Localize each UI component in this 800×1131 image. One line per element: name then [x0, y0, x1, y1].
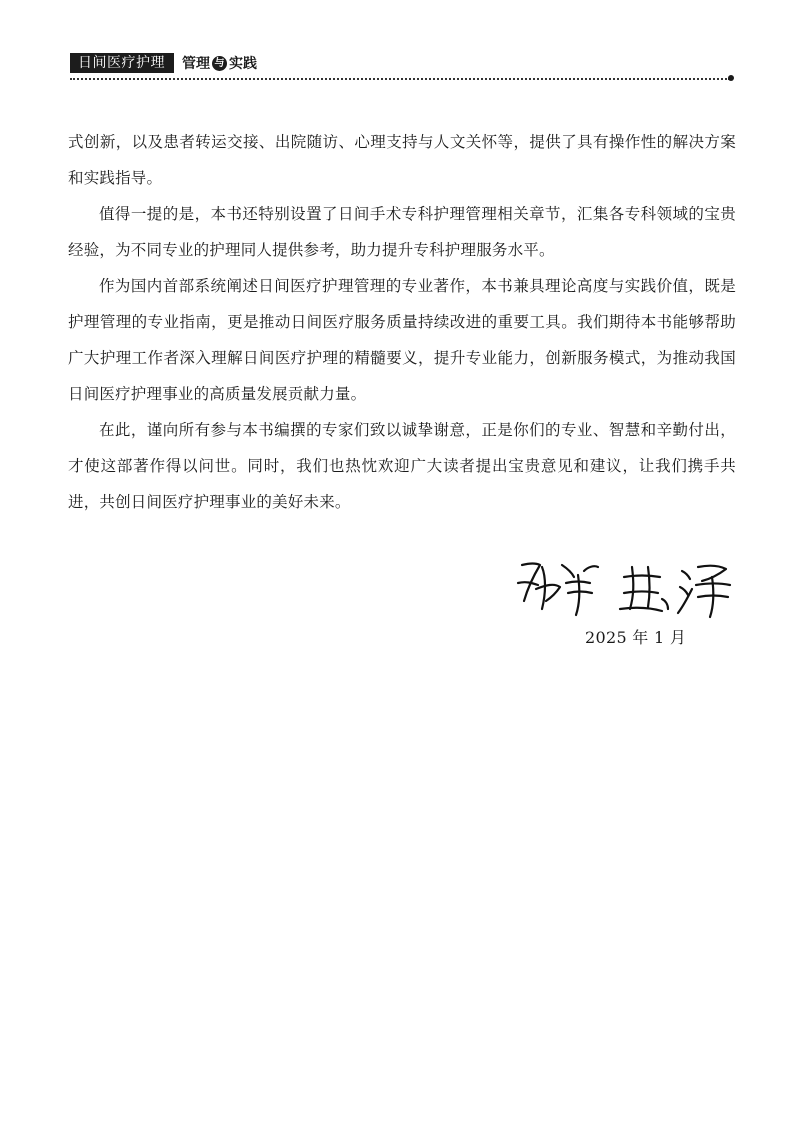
subtitle-left: 管理: [182, 56, 210, 72]
paragraph-continued: 式创新，以及患者转运交接、出院随访、心理支持与人文关怀等，提供了具有操作性的解决方案和实践指导。: [68, 133, 736, 187]
book-title-label: 日间医疗护理: [70, 53, 174, 73]
paragraph: 作为国内首部系统阐述日间医疗护理管理的专业著作，本书兼具理论高度与实践价值，既是护理管理的专业指南，更是推动日间医疗服务质量持续改进的重要工具。我们期待本书能够帮助广大护理工作者深入理解日间医疗护理的精髓要义，提升专业能力，创新服务模式，为推动我国日间医疗护理事业的高质量发展贡献力量。: [68, 277, 736, 403]
signature-date: 2025 年 1 月: [585, 628, 687, 647]
running-header: [70, 52, 257, 74]
handwritten-signature: [512, 553, 742, 623]
subtitle-connector-badge: 与: [212, 56, 227, 71]
header-divider: [70, 78, 730, 80]
paragraph: 在此，谨向所有参与本书编撰的专家们致以诚挚谢意，正是你们的专业、智慧和辛勤付出，才使这部著作得以问世。同时，我们也热忱欢迎广大读者提出宝贵意见和建议，让我们携手共进，共创日间医疗护理事业的美好未来。: [68, 421, 736, 511]
book-subtitle: [182, 53, 257, 73]
subtitle-right: 实践: [229, 56, 257, 72]
paragraph: 值得一提的是，本书还特别设置了日间手术专科护理管理相关章节，汇集各专科领域的宝贵经验，为不同专业的护理同人提供参考，助力提升专科护理服务水平。: [68, 205, 736, 259]
body-text: [68, 124, 736, 520]
header-divider-dot: [728, 75, 734, 81]
